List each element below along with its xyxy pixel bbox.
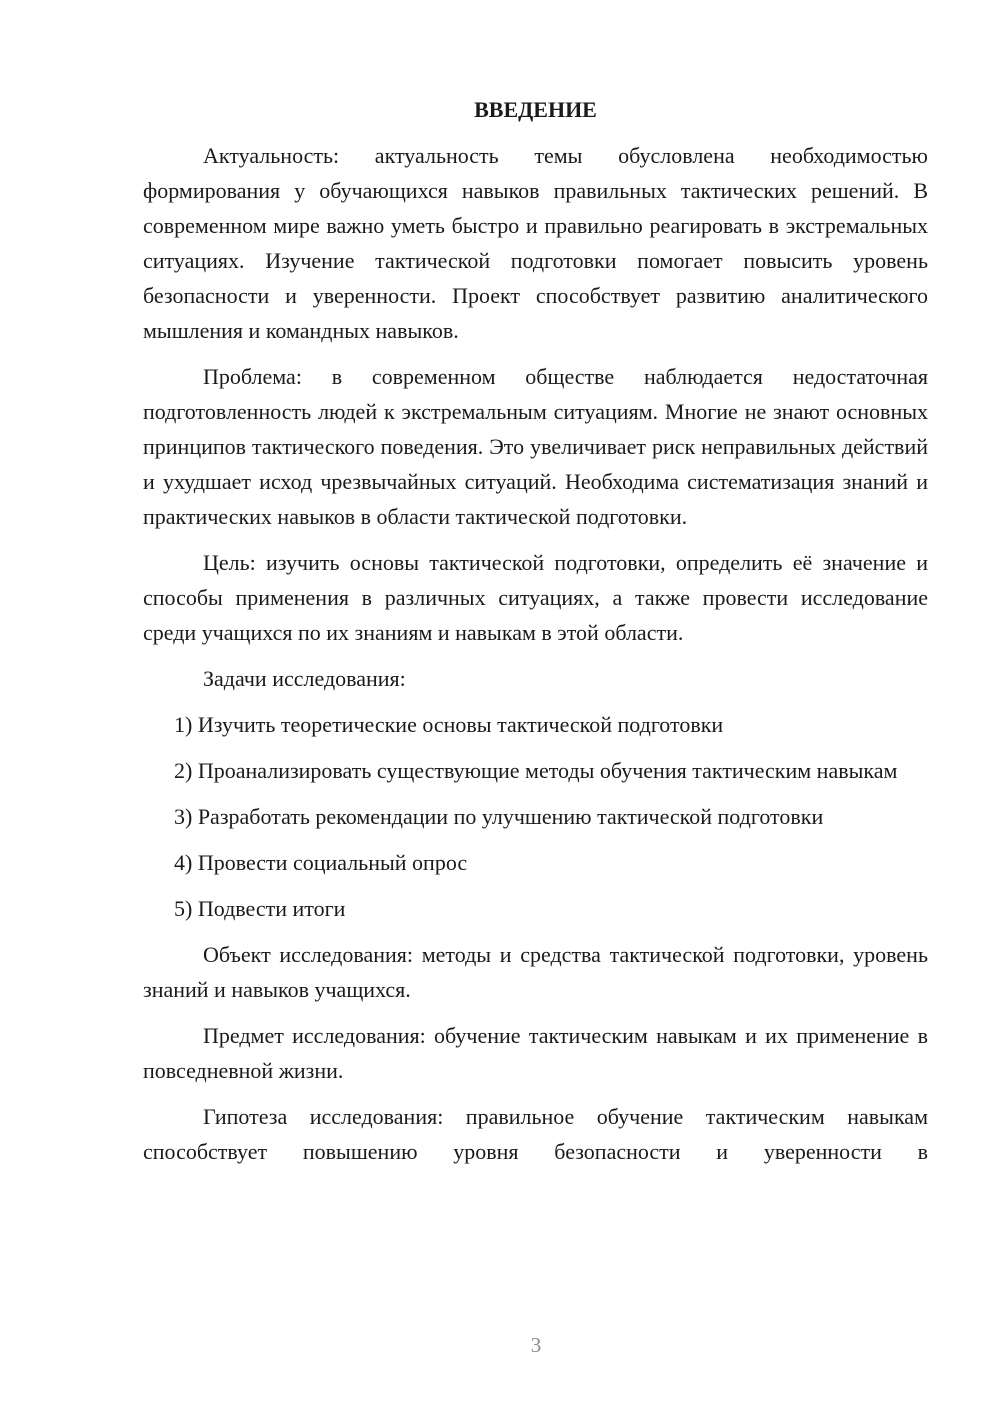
paragraph-problem: Проблема: в современном обществе наблюдается недостаточная подготовленность людей к экстремальным ситуациям. Многие не знают основных принципов тактического поведения. Это увеличивает риск неправильных действий и ухудшает исход чрезвычайных ситуаций. Необходима систематизация знаний и практических навыков в области тактической подготовки.: [143, 364, 928, 529]
task-item-4: 4) Провести социальный опрос: [174, 850, 468, 875]
paragraph-object: Объект исследования: методы и средства тактической подготовки, уровень знаний и навыков учащихся.: [143, 942, 928, 1002]
task-item-3: 3) Разработать рекомендации по улучшению тактической подготовки: [174, 804, 824, 829]
paragraph-subject: Предмет исследования: обучение тактическим навыкам и их применение в повседневной жизни.: [143, 1023, 928, 1083]
task-item-2: 2) Проанализировать существующие методы обучения тактическим навыкам: [174, 758, 898, 783]
paragraph-tasks-intro: Задачи исследования:: [203, 666, 406, 691]
page-title: ВВЕДЕНИЕ: [474, 97, 597, 122]
paragraph-goal: Цель: изучить основы тактической подготовки, определить её значение и способы применения в различных ситуациях, а также провести исследование среди учащихся по их знаниям и навыкам в этой области.: [143, 550, 928, 645]
page-content: [143, 94, 928, 1180]
paragraph-relevance: Актуальность: актуальность темы обусловлена необходимостью формирования у обучающихся навыков правильных тактических решений. В современном мире важно уметь быстро и правильно реагировать в экстремальных ситуациях. Изучение тактической подготовки помогает повысить уровень безопасности и уверенности. Проект способствует развитию аналитического мышления и командных навыков.: [143, 143, 928, 343]
paragraph-hypothesis: Гипотеза исследования: правильное обучение тактическим навыкам способствует повышению уровня безопасности и уверенности в: [143, 1104, 928, 1164]
page-number: 3: [530, 1333, 542, 1357]
task-item-1: 1) Изучить теоретические основы тактической подготовки: [174, 712, 724, 737]
task-item-5: 5) Подвести итоги: [174, 896, 346, 921]
